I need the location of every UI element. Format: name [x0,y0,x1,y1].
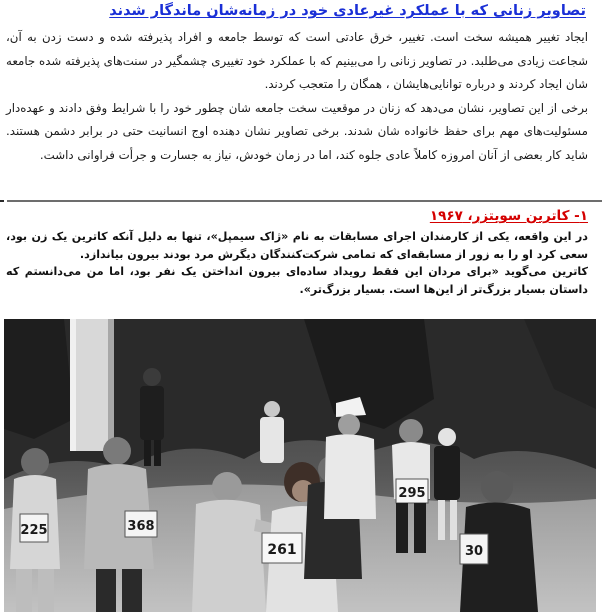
section-divider [0,200,602,202]
bib-number: 30 [464,544,484,559]
article-title: تصاویر زنانی که با عملکرد غیرعادی خود در زمانه‌شان ماندگار شدند [109,3,586,19]
section-heading: ۱- کاترین سویتزر، ۱۹۶۷ [429,208,588,224]
bib-number: 368 [127,519,155,534]
section-text [6,228,588,298]
bib-number: 261 [267,542,297,558]
section-paragraph: کاترین می‌گوید «برای مردان این فقط رویداد ساده‌ای بیرون انداختن یک نفر بود، اما من می‌دانستم که داستان بسیار بزرگ‌تر از این‌ها است. بسیار بزرگ‌تر». [6,265,588,296]
bib-number: 225 [20,523,48,538]
intro-paragraph: ایجاد تغییر همیشه سخت است. تغییر، خرق عادتی است که توسط جامعه و افراد پذیرفته شده و دست زدن به آن، شجاعت زیادی می‌طلبد. در تصاویر زنانی را می‌بینیم که با عملکرد خود تغییری چشمگیر در سنت‌های پذیرفته شده جامعه شان ایجاد کردند و درباره توانایی‌هایشان ، همگان را متعجب کردند. [6,30,588,91]
bib-number: 295 [398,486,426,501]
marathon-photo [4,319,596,612]
intro-paragraph: برخی از این تصاویر، نشان می‌دهد که زنان در موقعیت سخت جامعه شان چطور خود را با شرایط وفق دادند و عهده‌دار مسئولیت‌های مهم برای حفظ خانواده شان شدند. برخی تصاویر نشان دهنده اوج انسانیت حتی در برابر دشمن هستند. شاید کار بعضی از آنان امروزه کاملاً عادی جلوه کند، اما در زمان خودش، نیاز به جسارت و جرأت فراوانی داشت. [6,100,588,162]
section-paragraph: در این واقعه، یکی از کارمندان اجرای مسابقات به نام «ژاک سیمپل»، تنها به دلیل آنکه کاترین یک زن بود، سعی کرد او را به زور از مسابقه‌ای که تمامی شرکت‌کنندگان دیگرش مرد بودند بیرون بیاندازد. [6,230,588,261]
background-pole [70,319,114,451]
intro-text [6,26,588,167]
